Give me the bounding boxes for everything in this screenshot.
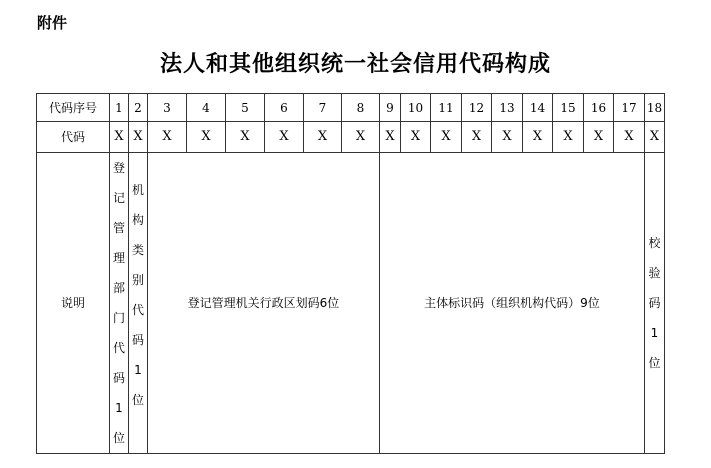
check-digit-desc: 校验码1位 [648,236,661,370]
position-cell: 13 [492,94,523,122]
credit-code-table [36,93,665,454]
code-cell: X [492,122,523,153]
registration-dept-desc: 登记管理部门代码1位 [112,161,125,445]
position-cell: 9 [380,94,401,122]
code-cell: X [342,122,380,153]
org-category-desc-cell [129,153,148,454]
position-cell: 6 [265,94,304,122]
check-digit-desc-cell [645,153,665,454]
position-cell: 7 [304,94,342,122]
document-title: 法人和其他组织统一社会信用代码构成 [159,52,551,77]
code-cell: X [110,122,129,153]
position-cell: 15 [553,94,584,122]
position-cell: 8 [342,94,380,122]
position-cell: 18 [645,94,665,122]
position-cell: 10 [401,94,431,122]
position-cell: 12 [462,94,492,122]
position-cell: 2 [129,94,148,122]
description-row [37,153,665,454]
position-row [37,94,665,122]
code-row-label: 代码 [37,122,110,153]
position-cell: 1 [110,94,129,122]
position-cell: 14 [523,94,553,122]
code-cell: X [187,122,226,153]
code-cell: X [304,122,342,153]
code-cell: X [380,122,401,153]
code-cell: X [401,122,431,153]
code-cell: X [614,122,645,153]
code-cell: X [431,122,462,153]
attachment-label: 附件 [37,14,68,32]
code-cell: X [553,122,584,153]
code-cell: X [645,122,665,153]
description-row-label: 说明 [37,153,110,454]
registration-dept-desc-cell [110,153,129,454]
position-cell: 11 [431,94,462,122]
code-cell: X [584,122,614,153]
position-cell: 5 [226,94,265,122]
org-code-desc: 主体标识码（组织机构代码）9位 [380,153,645,454]
code-cell: X [226,122,265,153]
code-cell: X [129,122,148,153]
code-cell: X [148,122,187,153]
code-cell: X [265,122,304,153]
admin-region-desc: 登记管理机关行政区划码6位 [148,153,380,454]
position-cell: 3 [148,94,187,122]
code-row [37,122,665,153]
position-header-label: 代码序号 [37,94,110,122]
code-cell: X [462,122,492,153]
code-cell: X [523,122,553,153]
position-cell: 4 [187,94,226,122]
position-cell: 16 [584,94,614,122]
org-category-desc: 机构类别代码1位 [131,183,144,407]
position-cell: 17 [614,94,645,122]
